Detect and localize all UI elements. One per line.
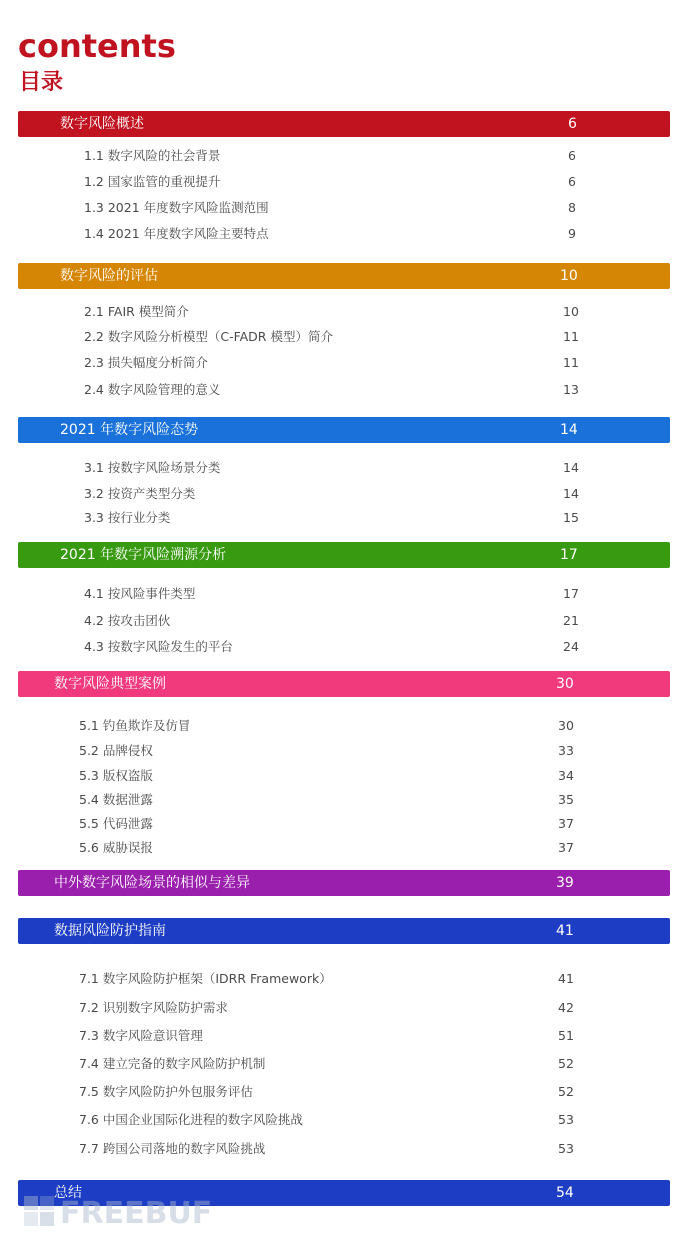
toc-entry-page: 52 [558,1056,574,1071]
section-page-number: 17 [560,547,578,563]
toc-entry-label: 2.3 损失幅度分析简介 [84,355,208,370]
toc-entry-page: 30 [558,718,574,733]
toc-entry-label: 1.1 数字风险的社会背景 [84,148,221,163]
toc-entry-label: 7.2 识别数字风险防护需求 [79,1000,228,1015]
toc-entry-label: 5.6 威胁误报 [79,840,153,855]
watermark-text: FREEBUF [60,1196,213,1230]
section-title: 数字风险概述 [60,116,144,132]
toc-entry-label: 4.2 按攻击团伙 [84,613,171,628]
section-header[interactable] [18,918,670,944]
toc-entry-label: 5.5 代码泄露 [79,816,153,831]
toc-entry-page: 37 [558,816,574,831]
section-header[interactable] [18,263,670,289]
toc-entry-label: 7.1 数字风险防护框架（IDRR Framework） [79,971,332,986]
toc-entry-label: 1.3 2021 年度数字风险监测范围 [84,200,269,215]
section-title: 2021 年数字风险溯源分析 [60,547,227,563]
toc-heading-cn: 目录 [19,70,64,95]
toc-entry-page: 21 [563,613,579,628]
toc-entry-label: 7.7 跨国公司落地的数字风险挑战 [79,1141,266,1156]
toc-entry-label: 7.5 数字风险防护外包服务评估 [79,1084,253,1099]
toc-entry-label: 7.6 中国企业国际化进程的数字风险挑战 [79,1112,303,1127]
toc-entry-label: 2.1 FAIR 模型简介 [84,304,189,319]
section-page-number: 39 [556,875,574,891]
toc-entry-page: 9 [568,226,576,241]
section-title: 总结 [54,1185,82,1201]
section-title: 中外数字风险场景的相似与差异 [54,875,250,891]
toc-entry-label: 3.3 按行业分类 [84,510,171,525]
toc-entry-label: 7.3 数字风险意识管理 [79,1028,203,1043]
section-page-number: 54 [556,1185,574,1201]
section-title: 2021 年数字风险态势 [60,422,199,438]
toc-entry-page: 41 [558,971,574,986]
toc-entry-label: 3.2 按资产类型分类 [84,486,196,501]
section-header[interactable] [18,417,670,443]
toc-entry-page: 13 [563,382,579,397]
toc-entry-label: 2.2 数字风险分析模型（C-FADR 模型）简介 [84,329,333,344]
toc-entry-page: 42 [558,1000,574,1015]
section-header[interactable] [18,111,670,137]
toc-entry-page: 51 [558,1028,574,1043]
toc-heading-en: contents [18,27,176,65]
section-page-number: 6 [568,116,577,132]
toc-entry-page: 52 [558,1084,574,1099]
section-page-number: 10 [560,268,578,284]
toc-entry-page: 10 [563,304,579,319]
toc-entry-page: 35 [558,792,574,807]
toc-entry-page: 11 [563,355,579,370]
toc-entry-page: 33 [558,743,574,758]
toc-entry-page: 34 [558,768,574,783]
toc-entry-page: 14 [563,486,579,501]
toc-entry-label: 1.4 2021 年度数字风险主要特点 [84,226,269,241]
toc-entry-page: 15 [563,510,579,525]
toc-entry-page: 53 [558,1141,574,1156]
section-title: 数字风险的评估 [60,268,158,284]
section-title: 数字风险典型案例 [54,676,166,692]
section-header[interactable] [18,671,670,697]
freebuf-watermark-logo [22,1190,222,1230]
toc-entry-label: 3.1 按数字风险场景分类 [84,460,221,475]
toc-entry-page: 6 [568,148,576,163]
section-header[interactable] [18,870,670,896]
toc-entry-label: 4.1 按风险事件类型 [84,586,196,601]
toc-entry-label: 7.4 建立完备的数字风险防护机制 [79,1056,266,1071]
toc-entry-label: 4.3 按数字风险发生的平台 [84,639,233,654]
toc-entry-label: 2.4 数字风险管理的意义 [84,382,221,397]
toc-entry-page: 17 [563,586,579,601]
toc-entry-label: 5.3 版权盗版 [79,768,153,783]
toc-entry-page: 53 [558,1112,574,1127]
toc-entry-label: 5.1 钓鱼欺诈及仿冒 [79,718,191,733]
toc-entry-label: 1.2 国家监管的重视提升 [84,174,221,189]
toc-entry-page: 6 [568,174,576,189]
toc-entry-page: 24 [563,639,579,654]
toc-entry-page: 8 [568,200,576,215]
toc-entry-label: 5.2 品牌侵权 [79,743,153,758]
toc-entry-page: 37 [558,840,574,855]
toc-entry-page: 11 [563,329,579,344]
section-page-number: 14 [560,422,578,438]
section-header[interactable] [18,542,670,568]
toc-entry-page: 14 [563,460,579,475]
section-title: 数据风险防护指南 [54,923,166,939]
section-page-number: 30 [556,676,574,692]
section-page-number: 41 [556,923,574,939]
toc-entry-label: 5.4 数据泄露 [79,792,153,807]
